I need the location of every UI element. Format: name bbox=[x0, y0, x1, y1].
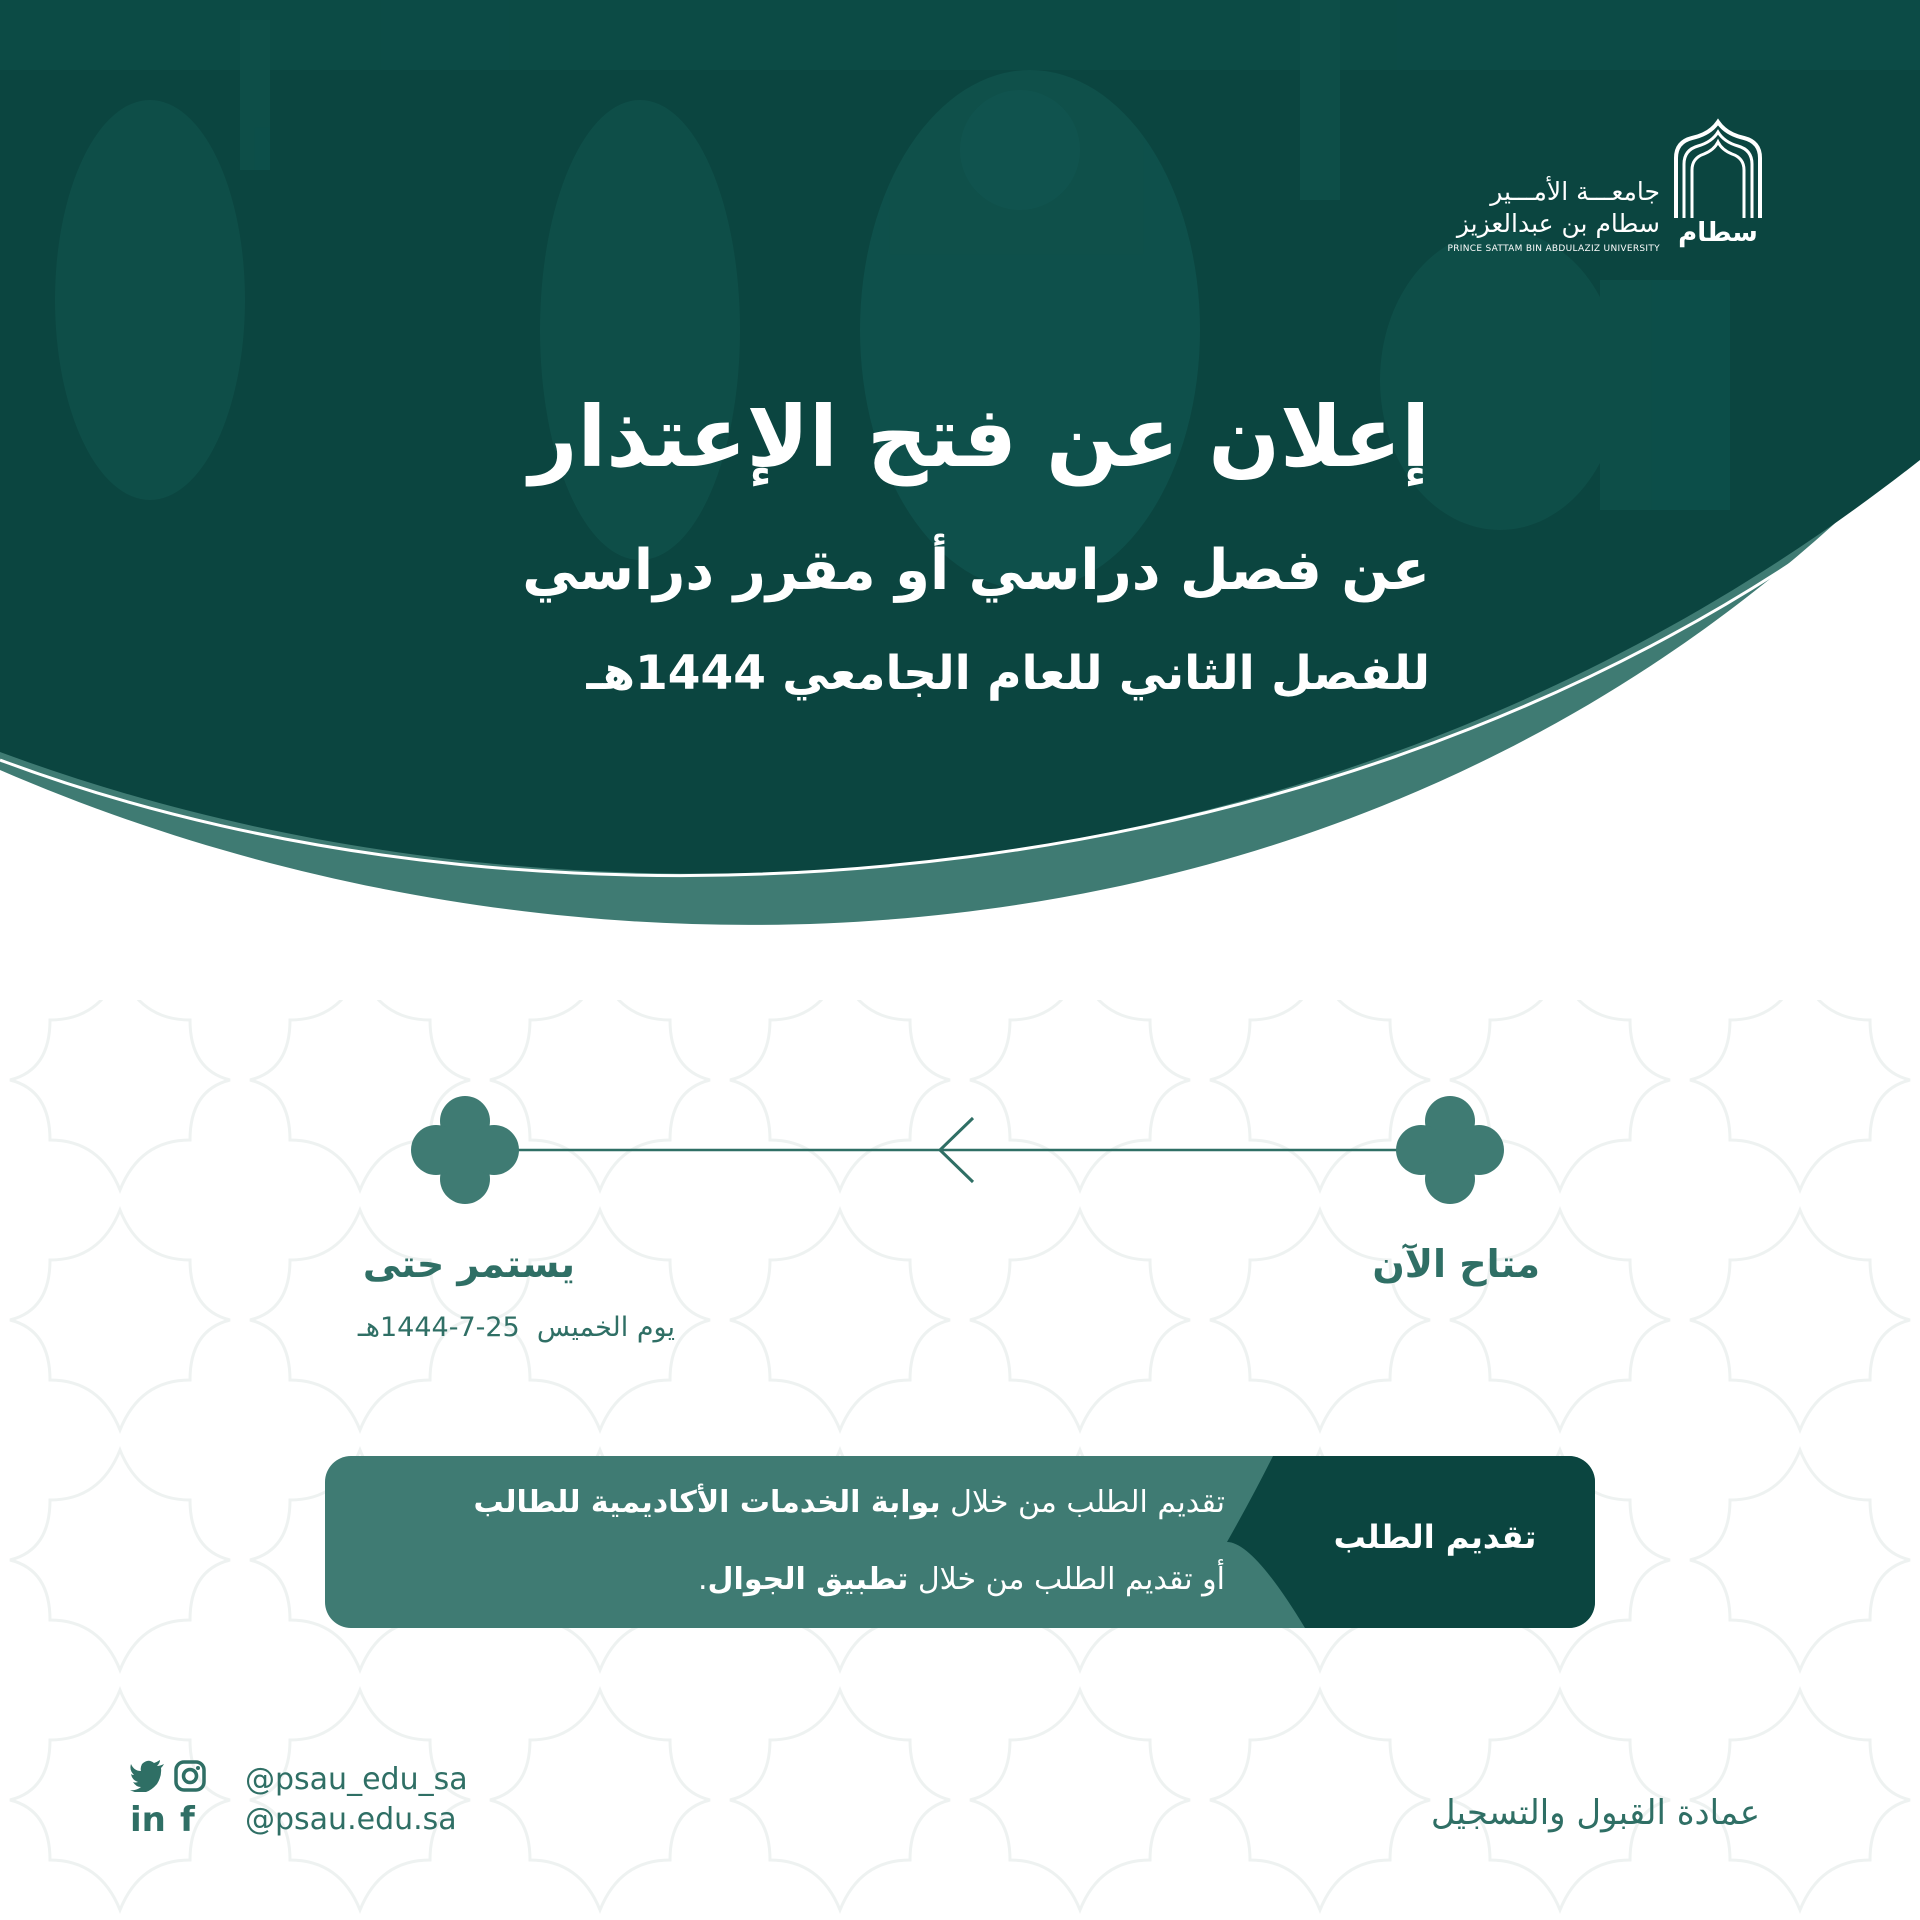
linkedin-icon[interactable]: in bbox=[130, 1800, 166, 1840]
timeline-end-label: يستمر حتى bbox=[362, 1242, 575, 1286]
logo-mark-text: سطام bbox=[1678, 218, 1758, 248]
social-handle-twitter[interactable]: @psau_edu_sa bbox=[245, 1762, 468, 1797]
mobile-app-link-text: تطبيق الجوال bbox=[707, 1562, 909, 1597]
info-line-1 bbox=[345, 1464, 1225, 1541]
academic-portal-link-text: بوابة الخدمات الأكاديمية للطالب bbox=[473, 1485, 941, 1520]
info-line1-prefix: تقديم الطلب من خلال bbox=[940, 1485, 1225, 1520]
quatrefoil-icon bbox=[1396, 1096, 1504, 1204]
info-line-2 bbox=[345, 1541, 1225, 1618]
deanship-name: عمادة القبول والتسجيل bbox=[1430, 1793, 1760, 1833]
timeline-start-label: متاح الآن bbox=[1372, 1242, 1540, 1286]
university-logo bbox=[1670, 118, 1766, 258]
info-label: تقديم الطلب bbox=[1333, 1518, 1537, 1556]
social-handle-facebook[interactable]: @psau.edu.sa bbox=[245, 1802, 457, 1837]
info-box bbox=[325, 1456, 1595, 1628]
timeline bbox=[400, 1085, 1520, 1215]
info-text bbox=[345, 1464, 1225, 1618]
term-line: للفصل الثاني للعام الجامعي 1444هـ bbox=[586, 646, 1430, 701]
twitter-icon[interactable] bbox=[130, 1760, 170, 1794]
page-subtitle: عن فصل دراسي أو مقرر دراسي bbox=[522, 538, 1430, 603]
info-line2-prefix: أو تقديم الطلب من خلال bbox=[908, 1562, 1225, 1597]
instagram-icon[interactable] bbox=[174, 1760, 208, 1794]
logo-name-line1: جامعـــة الأمـــير bbox=[1490, 177, 1660, 206]
info-line2-suffix: . bbox=[697, 1562, 708, 1597]
page-title: إعلان عن فتح الإعتذار bbox=[529, 388, 1430, 486]
quatrefoil-icon bbox=[411, 1096, 519, 1204]
logo-english-name: PRINCE SATTAM BIN ABDULAZIZ UNIVERSITY bbox=[1447, 244, 1660, 254]
logo-name-line2: سطام بن عبدالعزيز bbox=[1456, 209, 1660, 238]
timeline-end-date: يوم الخميس 25-7-1444هـ bbox=[357, 1312, 675, 1343]
facebook-icon[interactable]: f bbox=[180, 1800, 195, 1840]
